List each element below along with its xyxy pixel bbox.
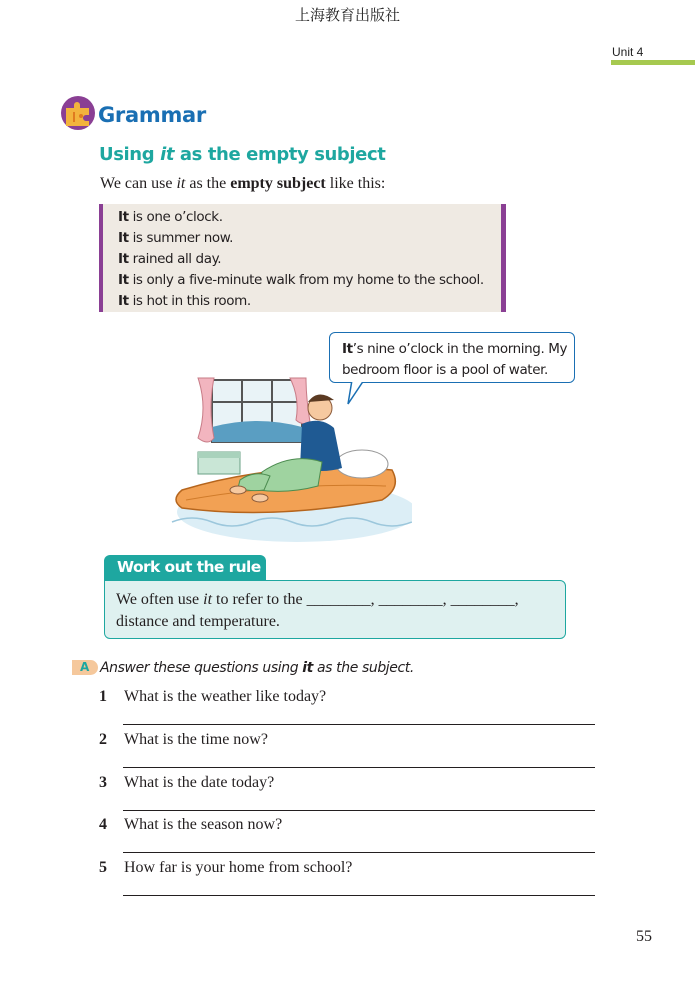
rule-title: Work out the rule	[117, 558, 261, 576]
question-number: 1	[99, 688, 107, 705]
example-line: It is hot in this room.	[118, 293, 251, 309]
question-text: What is the time now?	[124, 731, 268, 748]
section-title: Grammar	[98, 103, 206, 127]
answer-line[interactable]	[123, 810, 595, 811]
question-number: 2	[99, 731, 107, 748]
publisher-header: 上海教育出版社	[294, 6, 400, 24]
question-text: How far is your home from school?	[124, 859, 353, 876]
question-number: 3	[99, 774, 107, 791]
illustration-flooded-bedroom	[162, 372, 412, 544]
page-number: 55	[636, 928, 652, 945]
example-line: It rained all day.	[118, 251, 222, 267]
lesson-subheading: Using it as the empty subject	[99, 144, 386, 165]
task-instruction: Answer these questions using it as the subject.	[100, 660, 414, 676]
example-line: It is one o’clock.	[118, 209, 223, 225]
question-text: What is the date today?	[124, 774, 275, 791]
example-line: It is summer now.	[118, 230, 234, 246]
answer-line[interactable]	[123, 767, 595, 768]
answer-line[interactable]	[123, 895, 595, 896]
unit-bar	[611, 60, 695, 65]
answer-line[interactable]	[123, 852, 595, 853]
question-text: What is the season now?	[124, 816, 283, 833]
speech-bubble-tail	[346, 380, 370, 406]
rule-box	[104, 580, 566, 639]
task-label-badge: A	[72, 660, 98, 675]
speech-bubble	[329, 332, 575, 383]
question-number: 5	[99, 859, 107, 876]
question-number: 4	[99, 816, 107, 833]
unit-label: Unit 4	[612, 45, 644, 59]
example-line: It is only a five-minute walk from my home to the school.	[118, 272, 484, 288]
lesson-intro: We can use it as the empty subject like this:	[100, 175, 386, 192]
speech-text: It’s nine o’clock in the morning. My bedroom floor is a pool of water.	[342, 341, 568, 378]
puzzle-icon	[60, 95, 96, 131]
rule-text: We often use it to refer to the ________, ________, ________, distance and temperature.	[116, 591, 519, 630]
answer-line[interactable]	[123, 724, 595, 725]
examples-box	[99, 204, 506, 312]
question-text: What is the weather like today?	[124, 688, 327, 705]
rule-tab	[104, 555, 266, 581]
